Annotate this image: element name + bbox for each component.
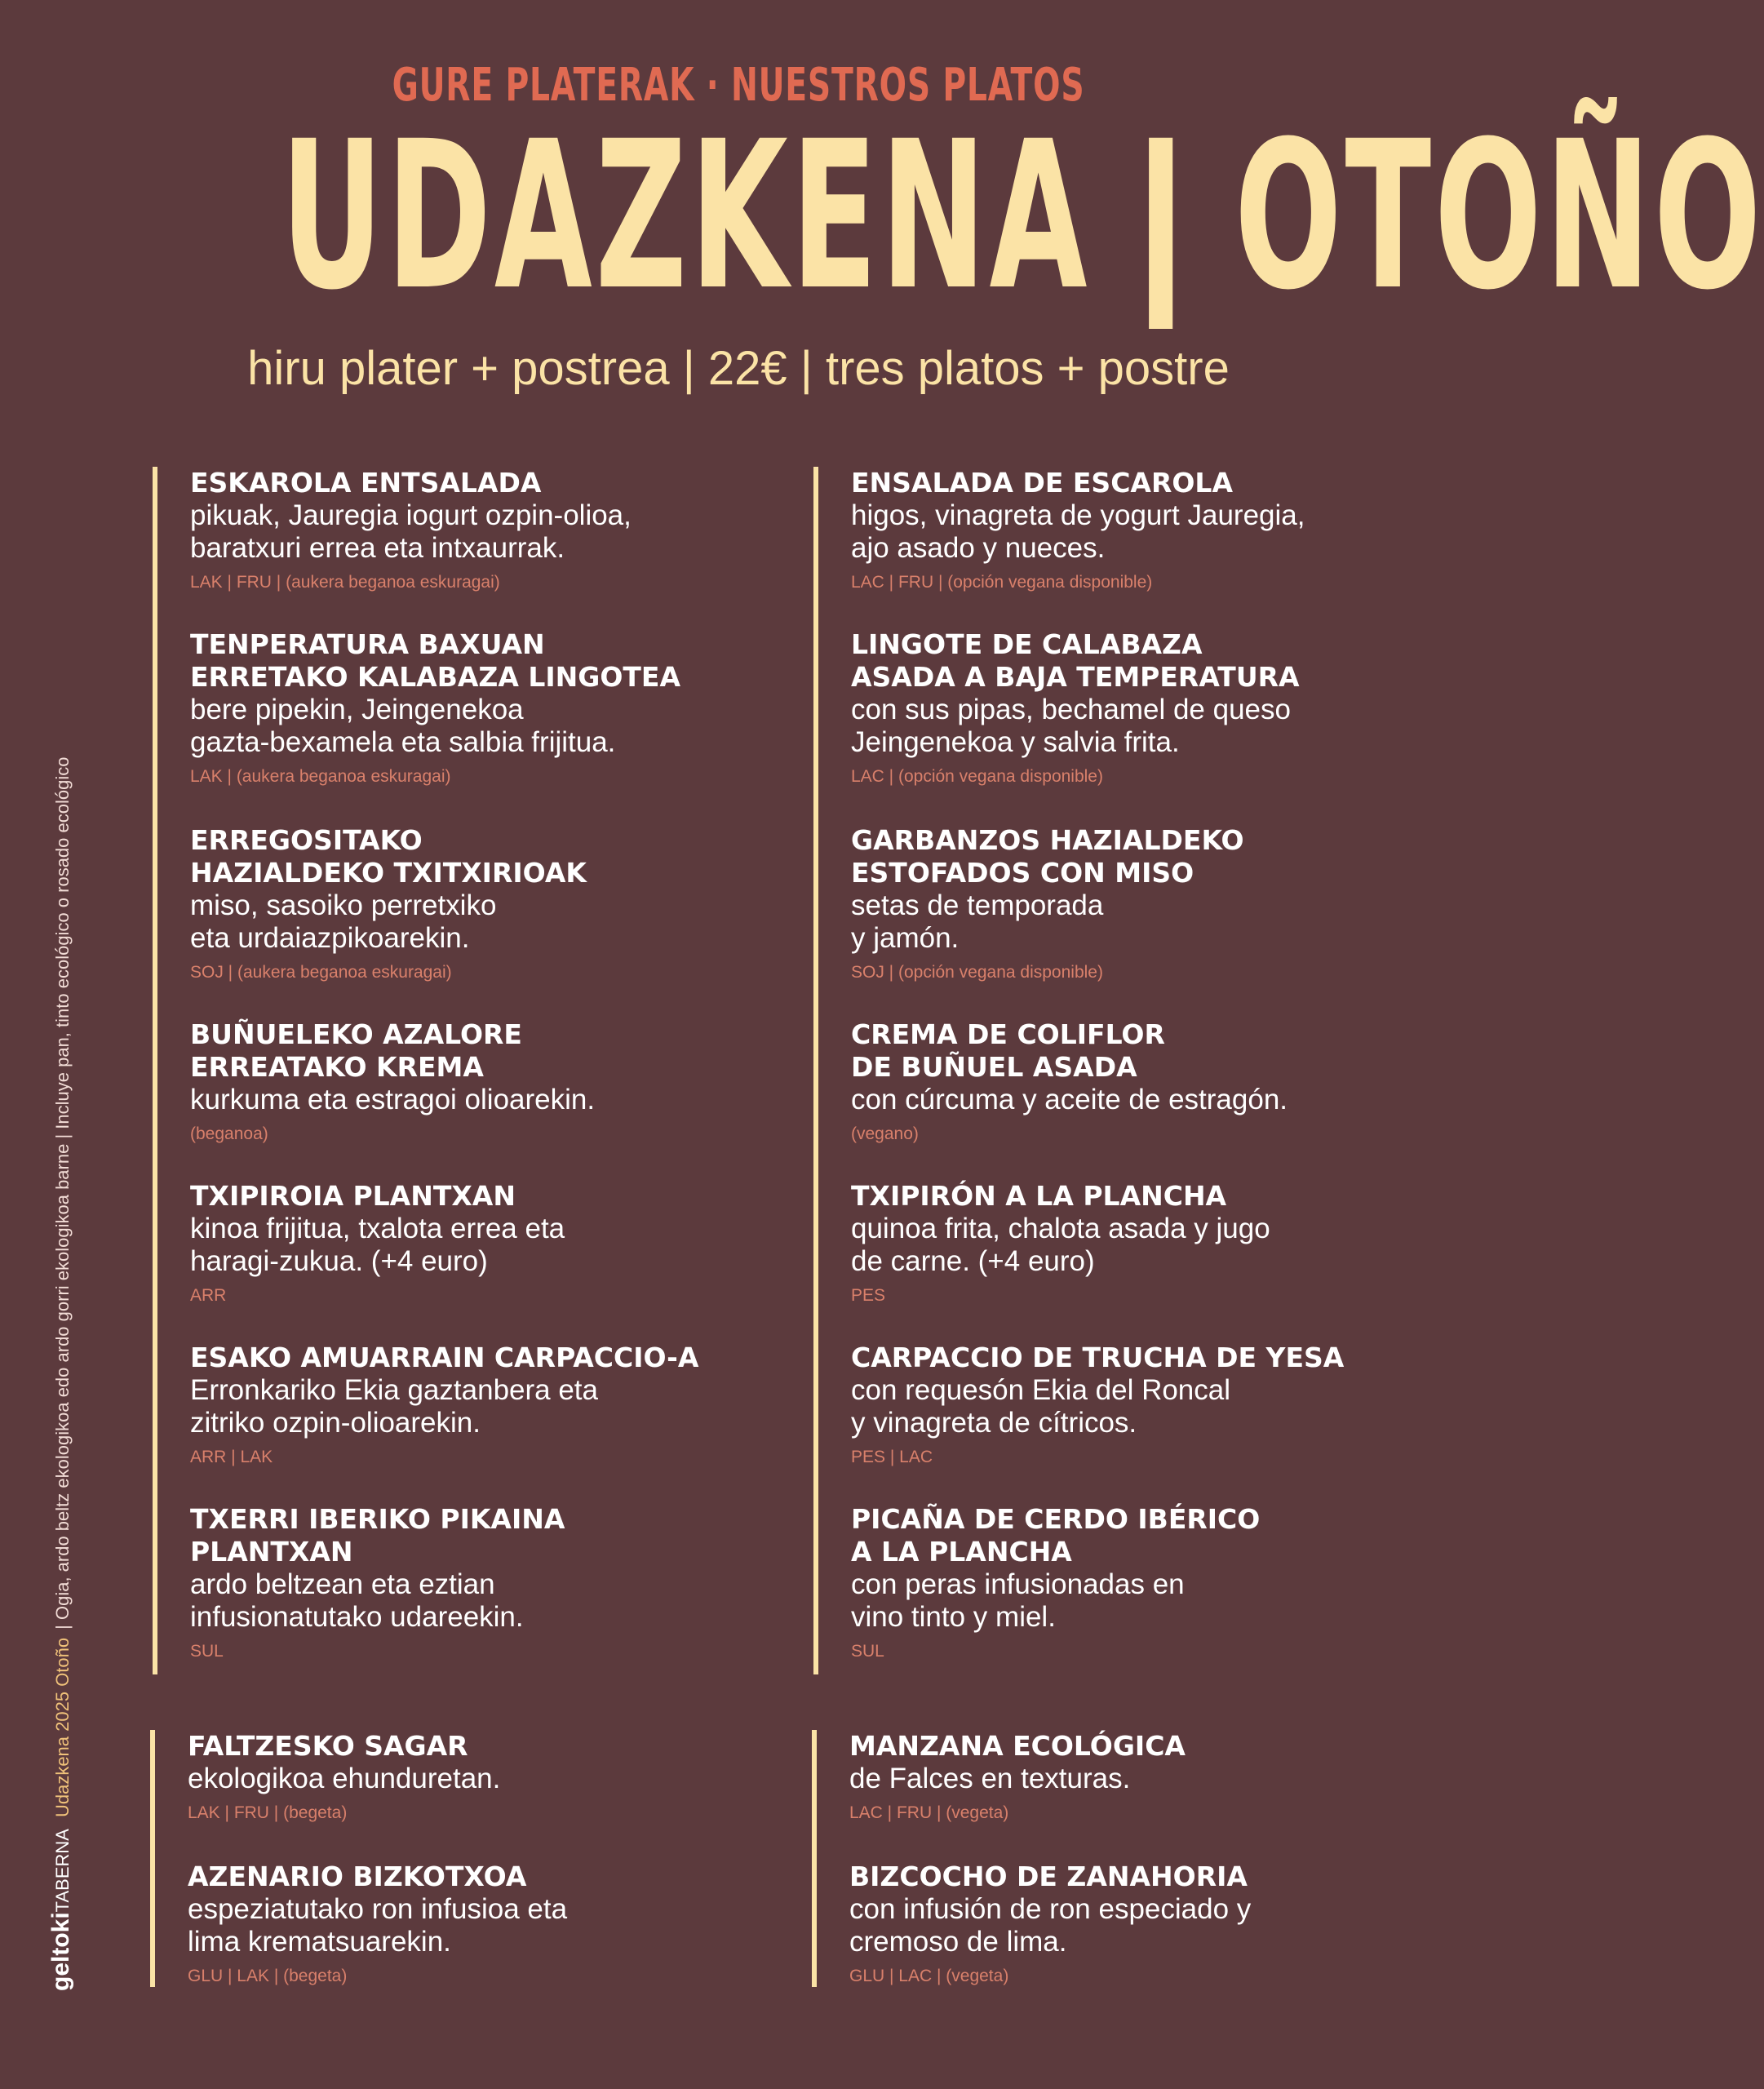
dish-name: TXIPIROIA PLANTXAN <box>190 1180 516 1212</box>
dessert-description: de Falces en texturas. <box>849 1763 1131 1794</box>
column-divider <box>812 1730 817 1987</box>
column-divider <box>153 467 157 1674</box>
menu-item <box>190 1018 789 1146</box>
dessert-allergens: GLU | LAC | (vegeta) <box>849 1967 1009 1985</box>
dish-description: con peras infusionadas en vino tinto y miel. <box>851 1568 1185 1633</box>
mains-basque-column <box>153 467 789 1674</box>
dish-description: kinoa frijitua, txalota errea eta haragi-zukua. (+4 euro) <box>190 1213 565 1277</box>
dish-allergens: ARR <box>190 1286 227 1305</box>
dish-description: pikuak, Jauregia iogurt ozpin-olioa, baratxuri errea eta intxaurrak. <box>190 499 632 564</box>
menu-item <box>851 1180 1450 1307</box>
menu-item <box>190 628 789 788</box>
dish-name: TENPERATURA BAXUAN ERRETAKO KALABAZA LINGOTEA <box>190 628 681 693</box>
dessert-name: AZENARIO BIZKOTXOA <box>188 1861 527 1892</box>
desserts-spanish-column <box>812 1730 1448 1987</box>
column-divider <box>150 1730 155 1987</box>
dessert-description: espeziatutako ron infusioa eta lima krematsuarekin. <box>188 1893 568 1958</box>
dish-description: ardo beltzean eta eztian infusionatutako udareekin. <box>190 1568 524 1633</box>
dessert-allergens: LAC | FRU | (vegeta) <box>849 1803 1009 1822</box>
dish-allergens: SOJ | (aukera beganoa eskuragai) <box>190 963 452 982</box>
menu-item <box>851 1018 1450 1146</box>
menu-item <box>851 467 1450 594</box>
menu-subtitle: hiru plater + postrea | 22€ | tres platos + postre <box>247 342 1230 395</box>
logo-taberna: TABERNA <box>52 1829 73 1913</box>
menu-item <box>851 628 1450 788</box>
side-text <box>47 604 75 1991</box>
dish-allergens: LAC | FRU | (opción vegana disponible) <box>851 573 1153 592</box>
dish-description: kurkuma eta estragoi olioarekin. <box>190 1084 596 1115</box>
dish-name: BUÑUELEKO AZALORE ERREATAKO KREMA <box>190 1018 522 1083</box>
dessert-allergens: LAK | FRU | (begeta) <box>188 1803 348 1822</box>
dish-allergens: SUL <box>851 1642 884 1661</box>
dish-allergens: SOJ | (opción vegana disponible) <box>851 963 1103 982</box>
dish-allergens: LAK | FRU | (aukera beganoa eskuragai) <box>190 573 500 592</box>
dish-description: con cúrcuma y aceite de estragón. <box>851 1084 1288 1115</box>
dish-allergens: PES | LAC <box>851 1448 933 1466</box>
menu-item <box>190 824 789 984</box>
dish-name: ESAKO AMUARRAIN CARPACCIO-A <box>190 1342 699 1373</box>
dish-name: LINGOTE DE CALABAZA ASADA A BAJA TEMPERATURA <box>851 628 1300 693</box>
dish-allergens: (vegano) <box>851 1124 919 1143</box>
dish-description: setas de temporada y jamón. <box>851 889 1104 954</box>
dish-allergens: LAK | (aukera beganoa eskuragai) <box>190 767 451 786</box>
mains-spanish-column <box>813 467 1450 1674</box>
dish-allergens: SUL <box>190 1642 224 1661</box>
dish-allergens: (beganoa) <box>190 1124 268 1143</box>
dish-name: CREMA DE COLIFLOR DE BUÑUEL ASADA <box>851 1018 1165 1083</box>
includes-note: | Ogia, ardo beltz ekologikoa edo ardo gorri ekologikoa barne | Incluye pan, tinto ecológico o rosado ecológico <box>52 756 73 1630</box>
dish-allergens: ARR | LAK <box>190 1448 273 1466</box>
menu-item <box>190 467 789 594</box>
dish-description: higos, vinagreta de yogurt Jauregia, ajo asado y nueces. <box>851 499 1305 564</box>
dish-name: ESKAROLA ENTSALADA <box>190 467 542 499</box>
menu-item <box>851 824 1450 984</box>
dish-allergens: PES <box>851 1286 886 1305</box>
column-divider <box>813 467 818 1674</box>
dish-name: TXIPIRÓN A LA PLANCHA <box>851 1180 1227 1212</box>
dessert-item <box>188 1730 787 1825</box>
desserts-basque-column <box>150 1730 787 1987</box>
dish-description: con sus pipas, bechamel de queso Jeingenekoa y salvia frita. <box>851 694 1291 758</box>
menu-item <box>190 1180 789 1307</box>
menu-kicker: GURE PLATERAK · NUESTROS PLATOS <box>392 59 1085 112</box>
edition-label: Udazkena 2025 Otoño <box>52 1637 73 1818</box>
dish-name: ENSALADA DE ESCAROLA <box>851 467 1233 499</box>
dessert-item <box>849 1861 1448 1988</box>
dish-name: CARPACCIO DE TRUCHA DE YESA <box>851 1342 1345 1373</box>
dish-description: Erronkariko Ekia gaztanbera eta zitriko ozpin-olioarekin. <box>190 1374 598 1439</box>
dessert-item <box>188 1861 787 1988</box>
dish-description: miso, sasoiko perretxiko eta urdaiazpikoarekin. <box>190 889 497 954</box>
dessert-allergens: GLU | LAK | (begeta) <box>188 1967 348 1985</box>
dish-name: TXERRI IBERIKO PIKAINA PLANTXAN <box>190 1503 565 1568</box>
menu-item <box>851 1503 1450 1663</box>
menu-title: UDAZKENA ǀ OTOÑO <box>280 97 1764 335</box>
dessert-description: ekologikoa ehunduretan. <box>188 1763 501 1794</box>
dish-description: quinoa frita, chalota asada y jugo de carne. (+4 euro) <box>851 1213 1270 1277</box>
dish-name: GARBANZOS HAZIALDEKO ESTOFADOS CON MISO <box>851 824 1244 889</box>
menu-item <box>851 1342 1450 1469</box>
dessert-name: MANZANA ECOLÓGICA <box>849 1730 1186 1762</box>
dish-description: bere pipekin, Jeingenekoa gazta-bexamela eta salbia frijitua. <box>190 694 616 758</box>
dessert-name: BIZCOCHO DE ZANAHORIA <box>849 1861 1248 1892</box>
dish-name: ERREGOSITAKO HAZIALDEKO TXITXIRIOAK <box>190 824 587 889</box>
dessert-description: con infusión de ron especiado y cremoso de lima. <box>849 1893 1252 1958</box>
logo-geltoki: geltoki <box>47 1912 74 1991</box>
dessert-name: FALTZESKO SAGAR <box>188 1730 468 1762</box>
menu-item <box>190 1503 789 1663</box>
dish-description: con requesón Ekia del Roncal y vinagreta de cítricos. <box>851 1374 1231 1439</box>
dish-name: PICAÑA DE CERDO IBÉRICO A LA PLANCHA <box>851 1503 1261 1568</box>
dessert-item <box>849 1730 1448 1825</box>
dish-allergens: LAC | (opción vegana disponible) <box>851 767 1103 786</box>
menu-item <box>190 1342 789 1469</box>
